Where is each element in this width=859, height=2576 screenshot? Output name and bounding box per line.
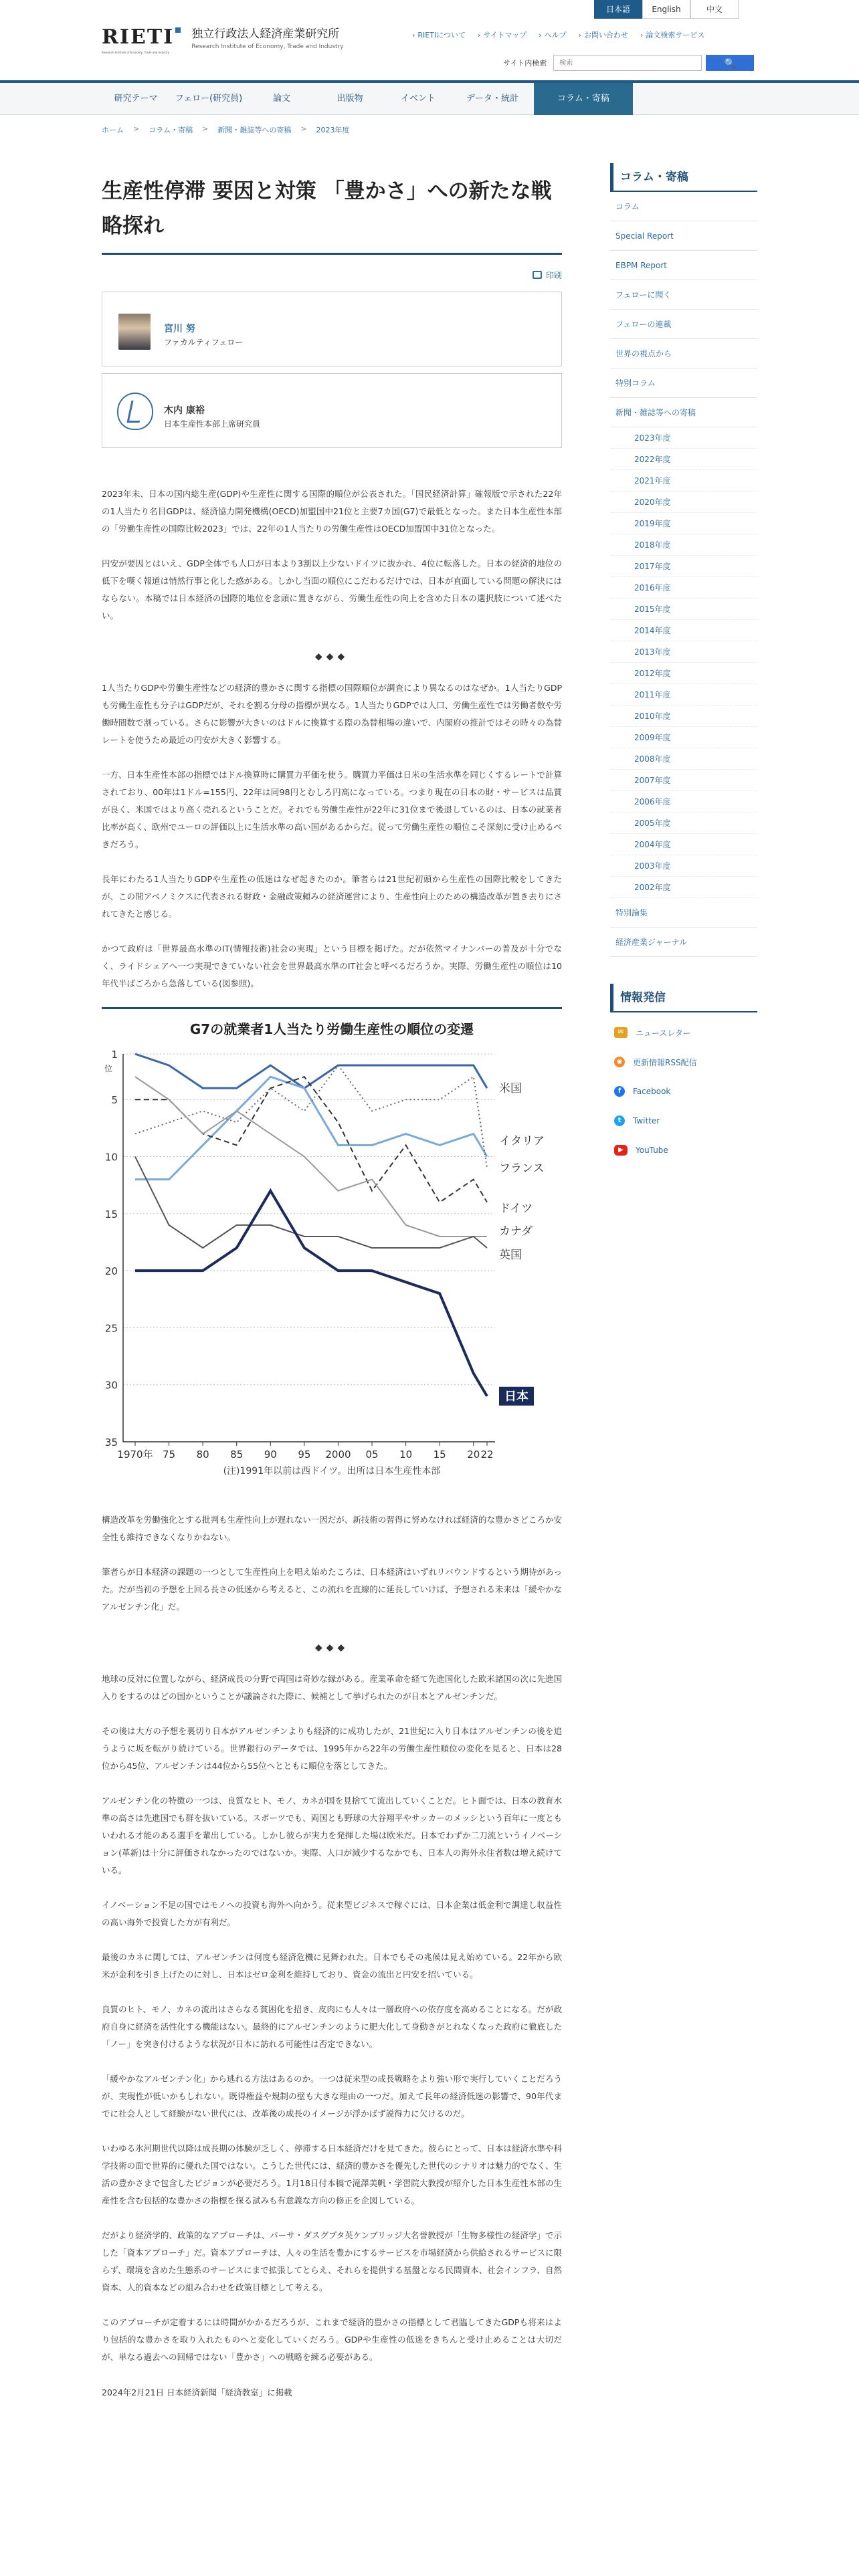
- author-default-logo-icon: [117, 393, 153, 430]
- rss-link[interactable]: [610, 1047, 757, 1077]
- print-label: 印刷: [545, 271, 562, 280]
- legend-label: 日本: [504, 1389, 529, 1404]
- article-paragraph: 2023年末、日本の国内総生産(GDP)や生産性に関する国際的順位が公表された。「国民経済計算」確報版で示された22年の1人当たり名目GDPは、経済協力開発機構(OECD)加盟国中21位と主要7カ国(G7)で最低となった。また日本生産性本部の「労働生産性の国際比較2023」では、22年の1人当たりの労働生産性はOECD加盟国中31位となった。: [102, 489, 562, 534]
- section-divider: ◆◆◆: [314, 651, 349, 662]
- sidebar-list-bottom: [610, 898, 757, 957]
- legend-label: イタリア: [499, 1134, 545, 1148]
- info-label: Facebook: [633, 1087, 671, 1096]
- sidebar-year-item[interactable]: 2021年度: [610, 470, 757, 492]
- twitter-link[interactable]: [610, 1106, 757, 1136]
- sidebar-year-item[interactable]: 2010年度: [610, 706, 757, 727]
- x-tick-label: 80: [196, 1448, 209, 1461]
- x-tick-label: 10: [399, 1448, 413, 1461]
- article-paragraph: 円安が要因とはいえ、GDP全体でも人口が日本より3割以上少ないドイツに抜かれ、4位に転落した。日本の経済的地位の低下を嘆く報道は悄然行事と化した感がある。しかし当面の順位にこだわるだけでは、日本が直面している問題の解決にはならない。本稿では日本経済の国際的地位を念頭に置きながら、労働生産性の向上を含めた日本の選択肢について述べたい。: [102, 558, 562, 621]
- publication-note: 2024年2月21日 日本経済新聞「経済教室」に掲載: [102, 2387, 292, 2397]
- sidebar: [610, 163, 757, 1165]
- search-label: サイト内検索: [503, 59, 547, 68]
- breadcrumb-separator: >: [202, 124, 209, 133]
- info-label: 更新情報RSS配信: [633, 1057, 697, 1067]
- breadcrumb-home[interactable]: ホーム: [102, 126, 124, 134]
- y-tick-label: 25: [104, 1322, 118, 1335]
- sidebar-item[interactable]: フェローに聞く: [610, 280, 757, 310]
- breadcrumb: [102, 124, 359, 135]
- sidebar-item[interactable]: 特別コラム: [610, 368, 757, 398]
- sidebar-heading: コラム・寄稿: [610, 163, 757, 192]
- chart-title: G7の就業者1人当たり労働生産性の順位の変遷: [189, 1021, 474, 1037]
- sidebar-year-item[interactable]: 2008年度: [610, 748, 757, 770]
- article: [102, 174, 562, 2398]
- sidebar-year-item[interactable]: 2011年度: [610, 684, 757, 706]
- author-name-link[interactable]: 宮川 努: [164, 324, 195, 334]
- legend-label: 米国: [499, 1082, 522, 1096]
- site-header: [0, 0, 859, 80]
- nav-events[interactable]: イベント: [400, 94, 436, 104]
- sidebar-list: [610, 192, 757, 427]
- sidebar-year-item[interactable]: 2018年度: [610, 534, 757, 556]
- sidebar-year-item[interactable]: 2002年度: [610, 877, 757, 898]
- sidebar-year-item[interactable]: 2007年度: [610, 770, 757, 791]
- x-tick-label: 15: [433, 1448, 446, 1461]
- y-axis-label: 位: [104, 1064, 113, 1073]
- sidebar-item[interactable]: 特別論集: [610, 898, 757, 928]
- sidebar-year-item[interactable]: 2013年度: [610, 641, 757, 663]
- author-card: [102, 292, 562, 366]
- sidebar-year-item[interactable]: 2003年度: [610, 855, 757, 877]
- newsletter-link[interactable]: [610, 1018, 757, 1047]
- article-paragraph: だがより経済学的、政策的なアプローチは、パーサ・ダスグプタ英ケンブリッジ大名誉教授が「生物多様性の経済学」で示した「資本アプローチ」だ。資本アプローチは、人々の生活を豊かにするサービスを市場経済から供給されるサービスに限らず、環境を含めた生態系のサービスにまで拡張してとらえ、それらを提供する基盤となる民間資本、社会インフラ、自然資本、人的資本などの組み合わせを政策目標として考える。: [102, 2230, 562, 2292]
- series-line-2: [135, 1065, 487, 1168]
- article-paragraph: 構造改革を労働強化とする批判も生産性向上が遅れない一因だが、新技術の習得に努めなければ経済的な豊かさどころか安全性も維持できなくなりかねない。: [102, 1515, 562, 1542]
- site-logo[interactable]: [102, 24, 344, 54]
- article-paragraph: 地球の反対に位置しながら、経済成長の分野で両国は奇妙な縁がある。産業革命を経て先進国化した欧米諸国の次に先進国入りをするのはどの国かということが議論された際に、候補として挙げられたのが日本とアルゼンチンだ。: [102, 1674, 562, 1701]
- author-card: [102, 373, 562, 448]
- sidebar-year-item[interactable]: 2005年度: [610, 813, 757, 834]
- link-sitemap[interactable]: › サイトマップ: [478, 29, 527, 40]
- sidebar-year-item[interactable]: 2009年度: [610, 727, 757, 748]
- sidebar-year-item[interactable]: 2014年度: [610, 620, 757, 641]
- article-paragraph: 筆者らが日本経済の課題の一つとして生産性向上を唱え始めたころは、日本経済はいずれリバウンドするという期待があった。だが当初の予想を上回る長さの低迷から考えると、この流れを直線的に延長していけば、予想される未来は「緩やかなアルゼンチン化」だ。: [102, 1567, 562, 1612]
- author-photo: [118, 314, 151, 350]
- sidebar-year-item[interactable]: 2004年度: [610, 834, 757, 855]
- sidebar-year-item[interactable]: 2019年度: [610, 513, 757, 534]
- x-tick-label: 95: [298, 1448, 311, 1461]
- x-tick-label: 75: [163, 1448, 176, 1461]
- article-paragraph: 長年にわたる1人当たりGDPや生産性の低迷はなぜ起きたのか。筆者らは21世紀初頭から生産性の国際比較をしてきたが、この間アベノミクスに代表される財政・金融政策頼みの経済運営により、生産性向上のための構造改革が置き去りにされてきたと感じる。: [102, 874, 562, 919]
- legend-label: ドイツ: [499, 1202, 533, 1216]
- author-role: 日本生産性本部上席研究員: [164, 419, 261, 429]
- info-label: Twitter: [633, 1116, 660, 1125]
- y-tick-label: 1: [111, 1049, 118, 1061]
- print-button[interactable]: [102, 270, 562, 281]
- utility-links: [412, 29, 717, 40]
- series-line-6: [135, 1191, 487, 1396]
- org-name-jp: 独立行政法人経済産業研究所: [191, 27, 340, 41]
- printer-icon: [533, 271, 542, 279]
- lang-japanese[interactable]: 日本語: [594, 0, 642, 19]
- main-nav: [0, 80, 859, 115]
- lang-english[interactable]: English: [642, 0, 690, 19]
- author-name: 木内 康裕: [164, 405, 205, 416]
- article-paragraph: 一方、日本生産性本部の指標ではドル換算時に購買力平価を使う。購買力平価は日米の生活水準を同じくするレートで計算されており、00年は1ドル=155円、22年は同98円とむしろ円高になっている。つまり現在の日本の財・サービスは品質が良く、米国ではより高く売れるということだ。それでも労働生産性が22年に31位まで後退しているのは、日本の就業者比率が高く、欧州でユーロの評価以上に生活水準の高い国があるからだ。従って労働生産性の順位こそ深刻に受け止めるべきだろう。: [102, 770, 562, 849]
- nav-publications[interactable]: 出版物: [337, 94, 363, 104]
- sidebar-item[interactable]: コラム: [610, 192, 757, 221]
- article-paragraph: 「緩やかなアルゼンチン化」から逃れる方法はあるのか。一つは従来型の成長戦略をより強い形で実行していくことだろうが、実現性が低いかもしれない。既得権益や規制の壁も大きな理由の一つだ。加えて長年の経済低迷の影響で、90年代までに社会人として経験がない世代には、改革後の成長のイメージが浮かばず説得力に欠けるのだ。: [102, 2074, 562, 2119]
- article-paragraph: アルゼンチン化の特徴の一つは、良質なヒト、モノ、カネが国を見捨てて流出していくことだ。ヒト面では、日本の教育水準の高さは先進国でも群を抜いている。スポーツでも、両国とも野球の大谷翔平やサッカーのメッシという百年に一度ともいわれる才能のある選手を輩出している。しかし彼らが実力を発揮した場は欧米だ。日本でわずか二刀流というイノベーション(革新)は十分に評価されなかったのではないか。実際、人口が減少するなかでも、日本人の海外永住者数は増え続けている。: [102, 1796, 562, 1875]
- sidebar-item[interactable]: 経済産業ジャーナル: [610, 928, 757, 957]
- x-tick-label: 90: [264, 1448, 277, 1461]
- legend-label: 英国: [499, 1249, 522, 1263]
- y-tick-label: 15: [104, 1208, 118, 1220]
- sidebar-year-item[interactable]: 2023年度: [610, 427, 757, 449]
- twitter-icon: t: [614, 1115, 625, 1126]
- chart-svg: [102, 1041, 562, 1482]
- x-tick-label: 22: [480, 1448, 494, 1461]
- link-paper-search[interactable]: › 論文検索サービス: [640, 29, 704, 40]
- nav-research-themes[interactable]: 研究テーマ: [114, 94, 158, 104]
- x-tick-label: 1970年: [117, 1448, 153, 1461]
- author-role: ファカルティフェロー: [164, 338, 244, 347]
- legend-label: カナダ: [499, 1224, 533, 1239]
- sidebar-item[interactable]: 世界の視点から: [610, 339, 757, 368]
- nav-columns[interactable]: コラム・寄稿: [534, 83, 633, 115]
- breadcrumb-newspaper[interactable]: 新聞・雑誌等への寄稿: [217, 126, 292, 134]
- nav-fellows[interactable]: フェロー(研究員): [175, 94, 243, 104]
- y-tick-label: 35: [104, 1436, 118, 1448]
- search-input[interactable]: [553, 55, 702, 71]
- article-paragraph: 1人当たりGDPや労働生産性などの経済的豊かさに関する指標の国際順位が調査により異なるのはなぜか。1人当たりGDPも労働生産性も分子はGDPだが、それを割る分母の指標が異なる。1人当たりGDPでは人口、労働生産性では労働者数や労働時間数で割っている。さらに影響が大きいのはドルに換算する際の為替相場の違いで、内閣府の推計ではその時々の為替レートを使うため最近の円安が大きく影響する。: [102, 683, 562, 745]
- info-heading: 情報発信: [610, 984, 757, 1012]
- mail-icon: ✉: [614, 1027, 628, 1038]
- series-line-0: [135, 1054, 487, 1088]
- breadcrumb-separator: >: [300, 124, 307, 133]
- link-about[interactable]: › RIETIについて: [412, 29, 466, 40]
- breadcrumb-separator: >: [133, 124, 140, 133]
- nav-data-stats[interactable]: データ・統計: [466, 94, 518, 104]
- rss-icon: ◉: [614, 1057, 625, 1067]
- article-paragraph: その後は大方の予想を裏切り日本がアルゼンチンよりも経済的に成功したが、21世紀に入り日本はアルゼンチンの後を追うように坂を転がり続けている。世界銀行のデータでは、1995年から22年の労働生産性順位の変化を見ると、日本は28位から45位、アルゼンチンは44位から55位へとともに順位を落としてきた。: [102, 1726, 562, 1771]
- link-contact[interactable]: › お問い合わせ: [579, 29, 628, 40]
- article-paragraph: いわゆる氷河期世代以降は成長期の体験が乏しく、停滞する日本経済だけを見てきた。彼らにとって、日本は経済水準や科学技術の面で世界的に優れた国ではない。こうした世代には、経済的豊かさを優先した世代のシナリオは魅力的でなく、生活の豊かさまで包含したビジョンが必要だろう。1月18日付本稿で滝澤美帆・学習院大教授が紹介した日本生産性本部の生産性を含む包括的な豊かさの指標を探る試みも有意義な方向の修正を企図している。: [102, 2143, 562, 2206]
- logo-dot-icon: [175, 27, 181, 33]
- sidebar-year-item[interactable]: 2017年度: [610, 556, 757, 577]
- breadcrumb-year[interactable]: 2023年度: [316, 126, 350, 134]
- breadcrumb-columns[interactable]: コラム・寄稿: [149, 126, 193, 134]
- section-divider: ◆◆◆: [314, 1642, 349, 1653]
- article-paragraph: かつて政府は「世界最高水準のIT(情報技術)社会の実現」という目標を掲げた。だが依然マイナンバーの普及が十分でなく、ライドシェアへ一つ実現できていない社会を世界最高水準のIT社会と呼べるだろうか。実際、労働生産性の順位は10年代半ばごろから急落している(図参照)。: [102, 944, 562, 988]
- sidebar-item[interactable]: 新聞・雑誌等への寄稿: [610, 398, 757, 427]
- x-tick-label: 85: [230, 1448, 244, 1461]
- search-button[interactable]: 🔍: [706, 55, 754, 71]
- info-label: ニュースレター: [636, 1028, 691, 1038]
- article-paragraph: イノベーション不足の国ではモノへの投資も海外へ向かう。従来型ビジネスで稼ぐには、日本企業は低金利で調達し収益性の高い海外で投資した方が有利だ。: [102, 1900, 562, 1927]
- facebook-icon: f: [614, 1086, 625, 1097]
- logo-mark: RIETI: [102, 25, 175, 49]
- x-tick-label: 05: [365, 1448, 379, 1461]
- sidebar-year-item[interactable]: 2006年度: [610, 791, 757, 813]
- y-tick-label: 30: [104, 1379, 118, 1392]
- sidebar-year-item[interactable]: 2012年度: [610, 663, 757, 684]
- site-search: [503, 55, 754, 71]
- sidebar-item[interactable]: フェローの連載: [610, 310, 757, 339]
- sidebar-year-list: [610, 427, 757, 898]
- x-tick-label: 20: [467, 1448, 480, 1461]
- sidebar-year-item[interactable]: 2020年度: [610, 492, 757, 513]
- sidebar-year-item[interactable]: 2022年度: [610, 449, 757, 470]
- lang-chinese[interactable]: 中文: [690, 0, 739, 19]
- page-title: 生産性停滞 要因と対策 「豊かさ」への新たな戦略探れ: [102, 174, 562, 255]
- sidebar-year-item[interactable]: 2015年度: [610, 599, 757, 620]
- link-help[interactable]: › ヘルプ: [539, 29, 566, 40]
- org-name-en: Research Institute of Economy, Trade and Industry: [191, 43, 344, 50]
- sidebar-item[interactable]: Special Report: [610, 221, 757, 251]
- y-tick-label: 5: [111, 1094, 118, 1107]
- nav-papers[interactable]: 論文: [272, 94, 290, 104]
- article-paragraph: 良質のヒト、モノ、カネの流出はさらなる貧困化を招き、皮肉にも人々は一層政府への依存度を高めることになる。だが政府自身に経済を活性化する機能はない。最終的にアルゼンチンのように肥大化して身動きがとれなくなった政府に徹底した「ノー」を突き付けるような状況が日本に訪れる可能性は否定できない。: [102, 2004, 562, 2049]
- y-tick-label: 10: [104, 1151, 118, 1164]
- language-switcher: [594, 0, 739, 19]
- sidebar-year-item[interactable]: 2016年度: [610, 577, 757, 599]
- facebook-link[interactable]: [610, 1077, 757, 1106]
- youtube-link[interactable]: [610, 1136, 757, 1165]
- sidebar-item[interactable]: EBPM Report: [610, 251, 757, 280]
- series-line-3: [135, 1077, 487, 1202]
- article-paragraph: このアプローチが定着するには時間がかかるだろうが、これまで経済的豊かさの指標として君臨してきたGDPも将来はより包括的な豊かさを取り入れたものへと変化していくだろう。GDPや生産性の低迷をきちんと受け止めることは大切だが、単なる過去への回帰ではない「豊かさ」への戦略を練る必要がある。: [102, 2317, 562, 2362]
- youtube-icon: ▶: [614, 1145, 628, 1156]
- article-paragraph: 最後のカネに関しては、アルゼンチンは何度も経済危機に見舞われた。日本でもその兆候は見え始めている。22年から欧米が金利を引き上げたのに対し、日本はゼロ金利を維持しており、資金の流出と円安を招いている。: [102, 1952, 562, 1979]
- legend-label: フランス: [499, 1162, 545, 1176]
- y-tick-label: 20: [104, 1265, 118, 1278]
- chart-note: (注)1991年以前は西ドイツ。出所は日本生産性本部: [223, 1466, 441, 1477]
- x-tick-label: 2000: [325, 1448, 351, 1461]
- logo-subtitle: Research Institute of Economy, Trade and Industry: [102, 51, 170, 54]
- productivity-chart: [102, 1007, 562, 1485]
- info-label: YouTube: [636, 1146, 668, 1155]
